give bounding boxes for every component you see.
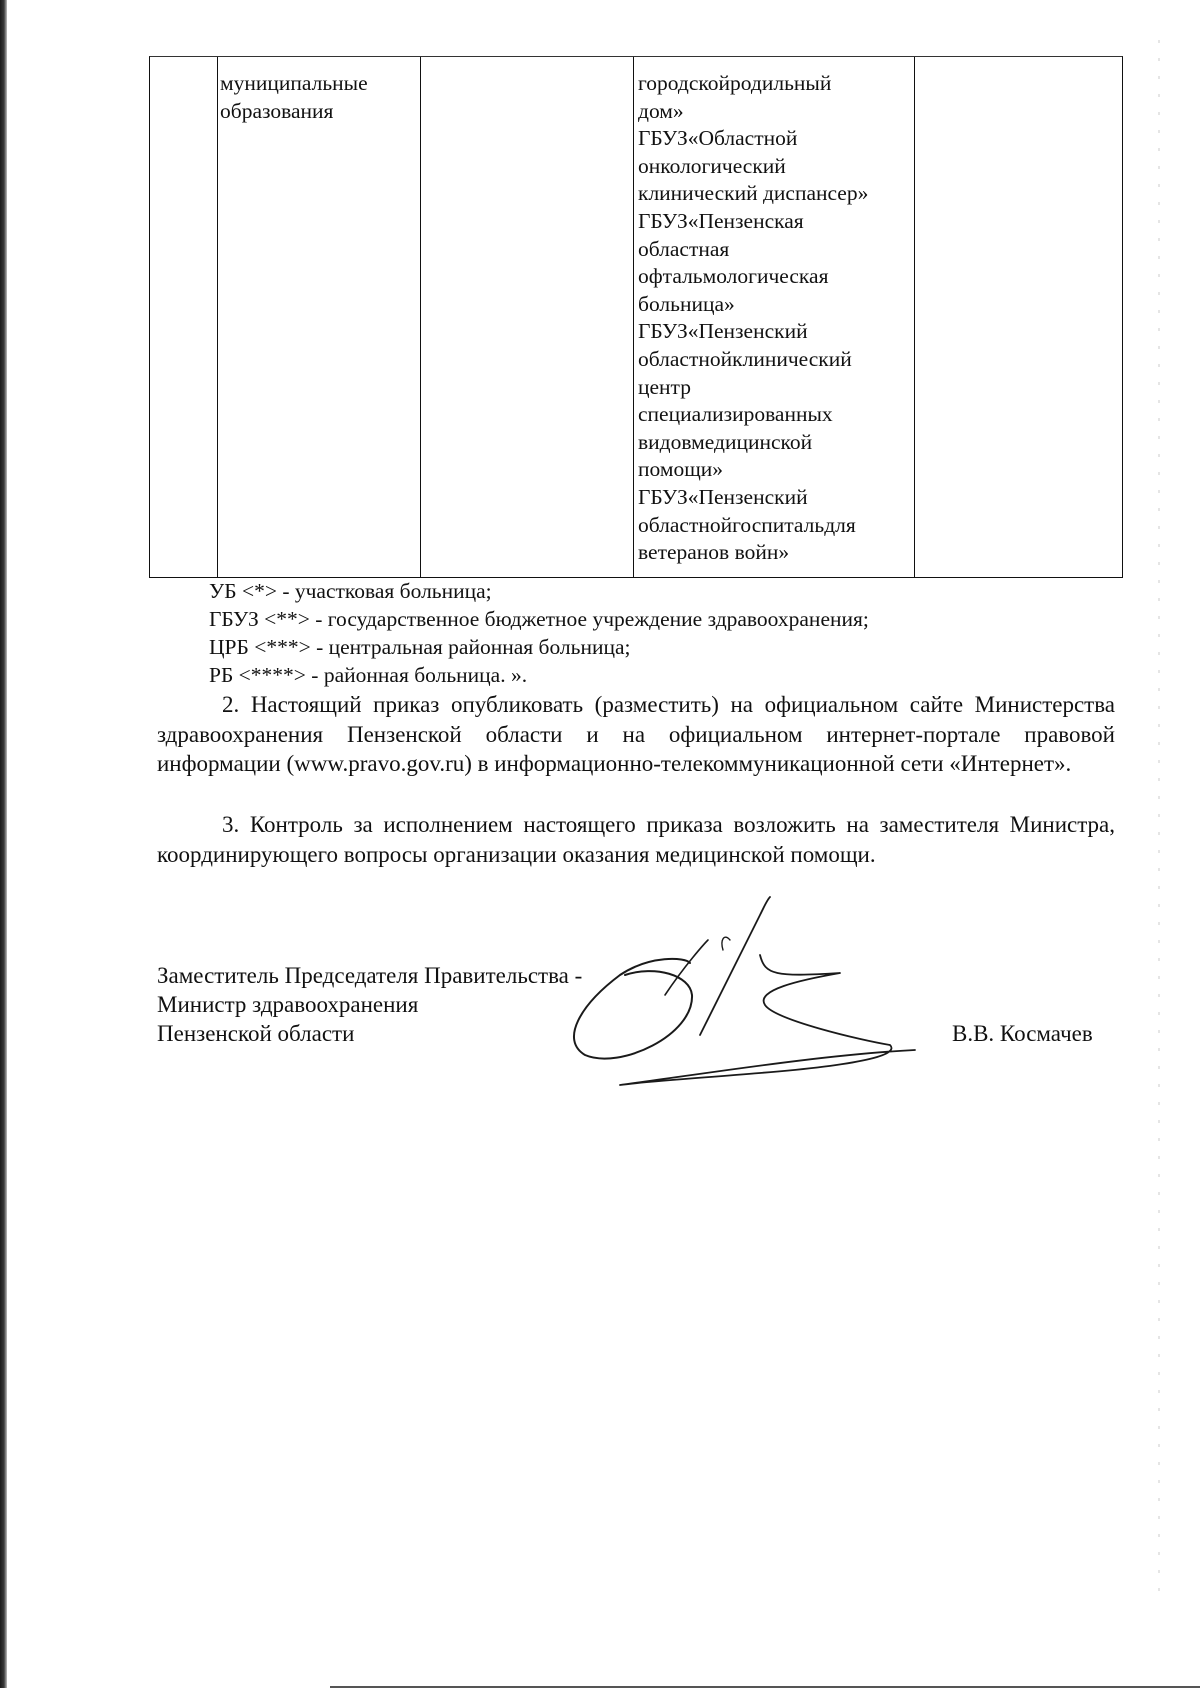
- continuation-table: [149, 56, 1123, 578]
- signer-position: [157, 961, 582, 1048]
- table-column-divider: [420, 57, 421, 577]
- institution-entry: [638, 484, 906, 567]
- signer-position-line: Министр здравоохранения: [157, 992, 419, 1017]
- institution-line: областнойгоспитальдля: [638, 512, 856, 537]
- institution-line: видовмедицинской: [638, 429, 813, 454]
- institution-line: центр: [638, 374, 691, 399]
- table-column-divider: [217, 57, 218, 577]
- signer-position-line: Пензенской области: [157, 1021, 355, 1046]
- footnote: ЦРБ <***> - центральная районная больница;: [209, 635, 631, 659]
- institution-line: больница»: [638, 291, 735, 316]
- handwritten-signature: [560, 895, 940, 1105]
- institution-line: специализированных: [638, 402, 833, 427]
- institution-line: помощи»: [638, 457, 724, 482]
- scan-edge-right: [1158, 40, 1160, 1600]
- institution-line: клинический диспансер»: [638, 181, 869, 206]
- institution-line: офтальмологическая: [638, 264, 829, 289]
- institution-line: онкологический: [638, 153, 786, 178]
- municipality-line: образования: [220, 98, 334, 123]
- institution-entry: [638, 208, 906, 318]
- institution-entry: [638, 125, 906, 208]
- institution-line: областнойклинический: [638, 346, 852, 371]
- paragraph-control: 3. Контроль за исполнением настоящего приказа возложить на заместителя Министра, координирующего вопросы организации оказания медицинской помощи.: [157, 812, 1115, 867]
- institution-line: дом»: [638, 98, 684, 123]
- footnote: РБ <****> - районная больница. ».: [209, 663, 528, 687]
- signer-name: В.В. Космачев: [952, 1021, 1093, 1046]
- table-column-divider: [914, 57, 915, 577]
- institution-entry: [638, 70, 906, 125]
- municipality-line: муниципальные: [220, 71, 368, 95]
- footnote: УБ <*> - участковая больница;: [209, 579, 492, 603]
- footnote: ГБУЗ <**> - государственное бюджетное учреждение здравоохранения;: [209, 607, 869, 631]
- paragraph-publication: 2. Настоящий приказ опубликовать (разместить) на официальном сайте Министерства здравоохранения Пензенской области и на официальном интернет-портале правовой информации (www.pravo.gov.ru) в информационно-телекоммуникационной сети «Интернет».: [157, 692, 1115, 776]
- municipality-cell: [220, 70, 420, 125]
- institutions-cell: [638, 70, 906, 567]
- signer-position-line: Заместитель Председателя Правительства -: [157, 963, 583, 988]
- institution-line: ГБУЗ«Пензенская: [638, 208, 804, 233]
- abbreviation-footnotes: [209, 577, 869, 689]
- institution-line: ГБУЗ«Пензенский: [638, 319, 808, 344]
- institution-line: городскойродильный: [638, 71, 832, 95]
- scan-edge-left: [0, 0, 7, 1688]
- institution-line: областная: [638, 236, 730, 261]
- table-column-divider: [633, 57, 634, 577]
- institution-entry: [638, 318, 906, 484]
- institution-line: ветеранов войн»: [638, 540, 790, 565]
- institution-line: ГБУЗ«Областной: [638, 126, 798, 151]
- institution-line: ГБУЗ«Пензенский: [638, 484, 808, 509]
